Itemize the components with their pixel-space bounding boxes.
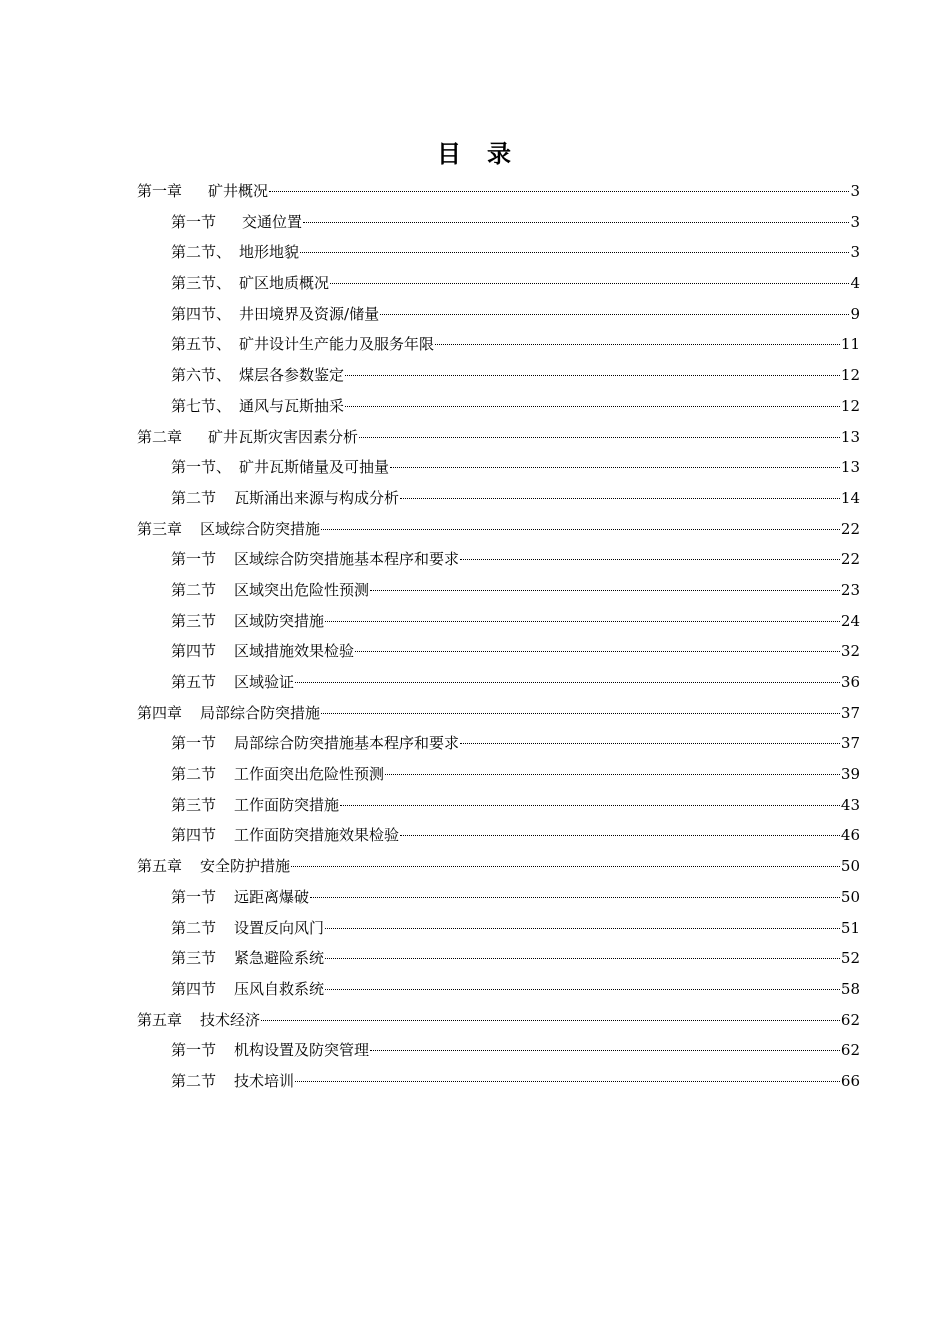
toc-dot-leader <box>385 773 840 775</box>
toc-entry-title: 局部综合防突措施基本程序和要求 <box>234 734 460 753</box>
toc-entry-number: 第七节、 <box>171 396 232 415</box>
toc-entry-number: 第三节 <box>171 949 217 968</box>
toc-page-number: 4 <box>850 274 860 293</box>
toc-entry-title: 区域防突措施 <box>234 611 325 630</box>
toc-entry-label <box>171 913 324 944</box>
page-title <box>0 134 950 169</box>
toc-section-entry[interactable] <box>137 606 860 637</box>
toc-entry-number: 第五章 <box>137 1010 183 1029</box>
toc-entry-label <box>171 728 459 759</box>
toc-entry-number: 第一节 <box>171 1041 217 1060</box>
toc-entry-number: 第二节 <box>171 580 217 599</box>
toc-entry-label <box>137 514 320 545</box>
toc-entry-number: 第一节 <box>171 887 217 906</box>
toc-page-number: 32 <box>840 642 860 661</box>
toc-entry-label <box>171 882 309 913</box>
toc-entry-number: 第五节 <box>171 673 217 691</box>
toc-entry-number: 第二节 <box>171 488 217 507</box>
toc-page-number: 3 <box>850 243 860 262</box>
toc-section-entry[interactable] <box>137 790 860 821</box>
toc-chapter-entry[interactable] <box>137 176 860 207</box>
toc-page-number: 13 <box>840 458 860 477</box>
toc-section-entry[interactable] <box>137 268 860 299</box>
toc-dot-leader <box>390 466 840 468</box>
toc-entry-label <box>171 237 299 268</box>
toc-section-entry[interactable] <box>137 667 860 698</box>
toc-entry-title: 区域突出危险性预测 <box>234 580 370 599</box>
toc-entry-title: 远距离爆破 <box>234 887 310 906</box>
toc-entry-label <box>171 268 329 299</box>
toc-entry-number: 第一章 <box>137 182 183 200</box>
toc-dot-leader <box>269 190 849 192</box>
toc-entry-label <box>171 483 399 514</box>
toc-page-number: 22 <box>840 519 860 538</box>
toc-page-number: 62 <box>840 1010 860 1029</box>
toc-page-number: 3 <box>850 212 860 231</box>
toc-dot-leader <box>400 497 840 499</box>
toc-section-entry[interactable] <box>137 207 860 238</box>
toc-section-entry[interactable] <box>137 237 860 268</box>
toc-dot-leader <box>321 712 840 714</box>
toc-dot-leader <box>435 343 840 345</box>
toc-entry-label <box>171 391 344 422</box>
toc-entry-title: 交通位置 <box>242 212 303 231</box>
toc-entry-title: 矿井瓦斯储量及可抽量 <box>239 458 390 477</box>
toc-entry-number: 第五节、 <box>171 335 232 354</box>
toc-page-number: 37 <box>840 734 860 753</box>
toc-page-number: 46 <box>840 826 860 845</box>
toc-dot-leader <box>345 374 840 376</box>
toc-entry-title: 井田境界及资源/储量 <box>239 304 380 323</box>
toc-page-number: 37 <box>840 703 860 722</box>
toc-section-entry[interactable] <box>137 943 860 974</box>
toc-entry-title: 设置反向风门 <box>234 918 325 937</box>
toc-section-entry[interactable] <box>137 391 860 422</box>
toc-entry-label <box>171 759 384 790</box>
toc-entry-label <box>137 1005 260 1036</box>
title-char-1: 目 <box>437 139 463 168</box>
toc-page-number: 12 <box>840 366 860 385</box>
toc-dot-leader <box>380 313 849 315</box>
toc-entry-label <box>171 636 354 667</box>
toc-page-number: 62 <box>840 1041 860 1060</box>
toc-dot-leader <box>325 988 840 990</box>
toc-section-entry[interactable] <box>137 452 860 483</box>
toc-entry-number: 第二节 <box>171 1071 217 1090</box>
toc-page-number: 22 <box>840 550 860 569</box>
toc-page-number: 36 <box>840 673 860 691</box>
toc-page-number: 13 <box>840 427 860 446</box>
toc-entry-number: 第四章 <box>137 703 183 722</box>
toc-section-entry[interactable] <box>137 759 860 790</box>
toc-page-number: 51 <box>840 918 860 937</box>
toc-entry-label <box>171 544 459 575</box>
toc-entry-label <box>171 299 379 330</box>
toc-page-number: 50 <box>840 857 860 876</box>
toc-entry-number: 第一节 <box>171 212 217 231</box>
toc-page-number: 58 <box>840 979 860 998</box>
toc-chapter-entry[interactable] <box>137 514 860 545</box>
toc-dot-leader <box>359 436 840 438</box>
toc-section-entry[interactable] <box>137 483 860 514</box>
toc-entry-title: 地形地貌 <box>239 243 300 262</box>
toc-entry-number: 第四节 <box>171 979 217 998</box>
toc-entry-title: 局部综合防突措施 <box>200 703 321 722</box>
table-of-contents <box>137 176 860 1097</box>
toc-page-number: 23 <box>840 580 860 599</box>
toc-entry-title: 瓦斯涌出来源与构成分析 <box>234 488 400 507</box>
toc-chapter-entry[interactable] <box>137 1005 860 1036</box>
toc-page-number: 52 <box>840 949 860 968</box>
toc-entry-title: 工作面突出危险性预测 <box>234 765 385 784</box>
toc-dot-leader <box>325 927 840 929</box>
toc-dot-leader <box>325 620 840 622</box>
toc-page-number: 9 <box>850 304 860 323</box>
toc-dot-leader <box>460 558 840 560</box>
toc-entry-label <box>171 575 369 606</box>
toc-entry-label <box>137 851 290 882</box>
toc-dot-leader <box>291 865 840 867</box>
toc-entry-title: 煤层各参数鉴定 <box>239 366 345 385</box>
toc-page-number: 24 <box>840 611 860 630</box>
toc-entry-title: 区域综合防突措施基本程序和要求 <box>234 550 460 569</box>
toc-entry-label <box>171 452 389 483</box>
toc-section-entry[interactable] <box>137 1035 860 1066</box>
toc-entry-label <box>171 974 324 1005</box>
toc-dot-leader <box>295 1080 840 1082</box>
toc-entry-number: 第二章 <box>137 427 183 446</box>
toc-section-entry[interactable] <box>137 1066 860 1097</box>
toc-entry-number: 第三章 <box>137 519 183 538</box>
toc-entry-title: 矿井设计生产能力及服务年限 <box>239 335 435 354</box>
toc-entry-label <box>171 820 399 851</box>
toc-page-number: 14 <box>840 488 860 507</box>
toc-entry-number: 第一节、 <box>171 458 232 477</box>
toc-entry-title: 技术培训 <box>234 1071 295 1090</box>
toc-entry-title: 安全防护措施 <box>200 857 291 876</box>
toc-section-entry[interactable] <box>137 913 860 944</box>
toc-entry-title: 矿井瓦斯灾害因素分析 <box>208 427 359 446</box>
toc-entry-number: 第四节 <box>171 826 217 845</box>
toc-entry-title: 区域措施效果检验 <box>234 642 355 661</box>
toc-dot-leader <box>460 742 840 744</box>
toc-entry-number: 第四节、 <box>171 304 232 323</box>
toc-entry-number: 第一节 <box>171 550 217 569</box>
toc-entry-number: 第二节 <box>171 918 217 937</box>
toc-entry-number: 第二节 <box>171 765 217 784</box>
toc-section-entry[interactable] <box>137 820 860 851</box>
toc-section-entry[interactable] <box>137 329 860 360</box>
toc-entry-title: 矿井概况 <box>208 182 269 200</box>
toc-entry-label <box>171 606 324 637</box>
toc-page-number: 50 <box>840 887 860 906</box>
toc-entry-title: 机构设置及防突管理 <box>234 1041 370 1060</box>
toc-dot-leader <box>400 834 840 836</box>
toc-dot-leader <box>321 528 840 530</box>
toc-entry-title: 压风自救系统 <box>234 979 325 998</box>
toc-entry-label <box>171 207 302 238</box>
toc-entry-number: 第五章 <box>137 857 183 876</box>
title-char-2: 录 <box>487 139 513 168</box>
toc-dot-leader <box>310 896 840 898</box>
toc-entry-number: 第三节、 <box>171 274 232 293</box>
toc-entry-title: 区域综合防突措施 <box>200 519 321 538</box>
toc-dot-leader <box>261 1019 840 1021</box>
toc-entry-label <box>171 1066 294 1097</box>
toc-entry-title: 紧急避险系统 <box>234 949 325 968</box>
toc-section-entry[interactable] <box>137 728 860 759</box>
toc-dot-leader <box>300 251 849 253</box>
toc-entry-number: 第三节 <box>171 611 217 630</box>
toc-section-entry[interactable] <box>137 299 860 330</box>
toc-dot-leader <box>370 589 840 591</box>
toc-entry-label <box>137 176 268 207</box>
toc-dot-leader <box>303 221 849 223</box>
toc-entry-number: 第三节 <box>171 795 217 814</box>
toc-page-number: 11 <box>840 335 860 354</box>
toc-page-number: 66 <box>840 1071 860 1090</box>
toc-entry-label <box>171 1035 369 1066</box>
toc-section-entry[interactable] <box>137 882 860 913</box>
toc-dot-leader <box>340 804 840 806</box>
toc-entry-title: 技术经济 <box>200 1010 261 1029</box>
toc-entry-label <box>171 329 434 360</box>
toc-chapter-entry[interactable] <box>137 851 860 882</box>
toc-entry-title: 区域验证 <box>234 673 295 691</box>
toc-entry-number: 第一节 <box>171 734 217 753</box>
toc-entry-label <box>171 667 294 698</box>
toc-page-number: 39 <box>840 765 860 784</box>
toc-section-entry[interactable] <box>137 575 860 606</box>
toc-dot-leader <box>295 681 840 683</box>
toc-page-number: 43 <box>840 795 860 814</box>
toc-dot-leader <box>345 405 840 407</box>
toc-section-entry[interactable] <box>137 360 860 391</box>
toc-entry-title: 工作面防突措施 <box>234 795 340 814</box>
toc-dot-leader <box>355 650 840 652</box>
toc-chapter-entry[interactable] <box>137 698 860 729</box>
toc-entry-label <box>171 943 324 974</box>
toc-dot-leader <box>370 1049 840 1051</box>
toc-entry-label <box>137 422 358 453</box>
toc-entry-number: 第四节 <box>171 642 217 661</box>
toc-section-entry[interactable] <box>137 636 860 667</box>
toc-entry-title: 通风与瓦斯抽采 <box>239 396 345 415</box>
toc-chapter-entry[interactable] <box>137 422 860 453</box>
toc-entry-title: 工作面防突措施效果检验 <box>234 826 400 845</box>
toc-dot-leader <box>325 957 840 959</box>
toc-entry-number: 第二节、 <box>171 243 232 262</box>
toc-entry-label <box>171 360 344 391</box>
toc-section-entry[interactable] <box>137 544 860 575</box>
toc-entry-label <box>137 698 320 729</box>
toc-entry-title: 矿区地质概况 <box>239 274 330 293</box>
toc-page-number: 12 <box>840 396 860 415</box>
toc-entry-label <box>171 790 339 821</box>
toc-entry-number: 第六节、 <box>171 366 232 385</box>
toc-dot-leader <box>330 282 849 284</box>
toc-page-number: 3 <box>850 182 860 200</box>
toc-section-entry[interactable] <box>137 974 860 1005</box>
